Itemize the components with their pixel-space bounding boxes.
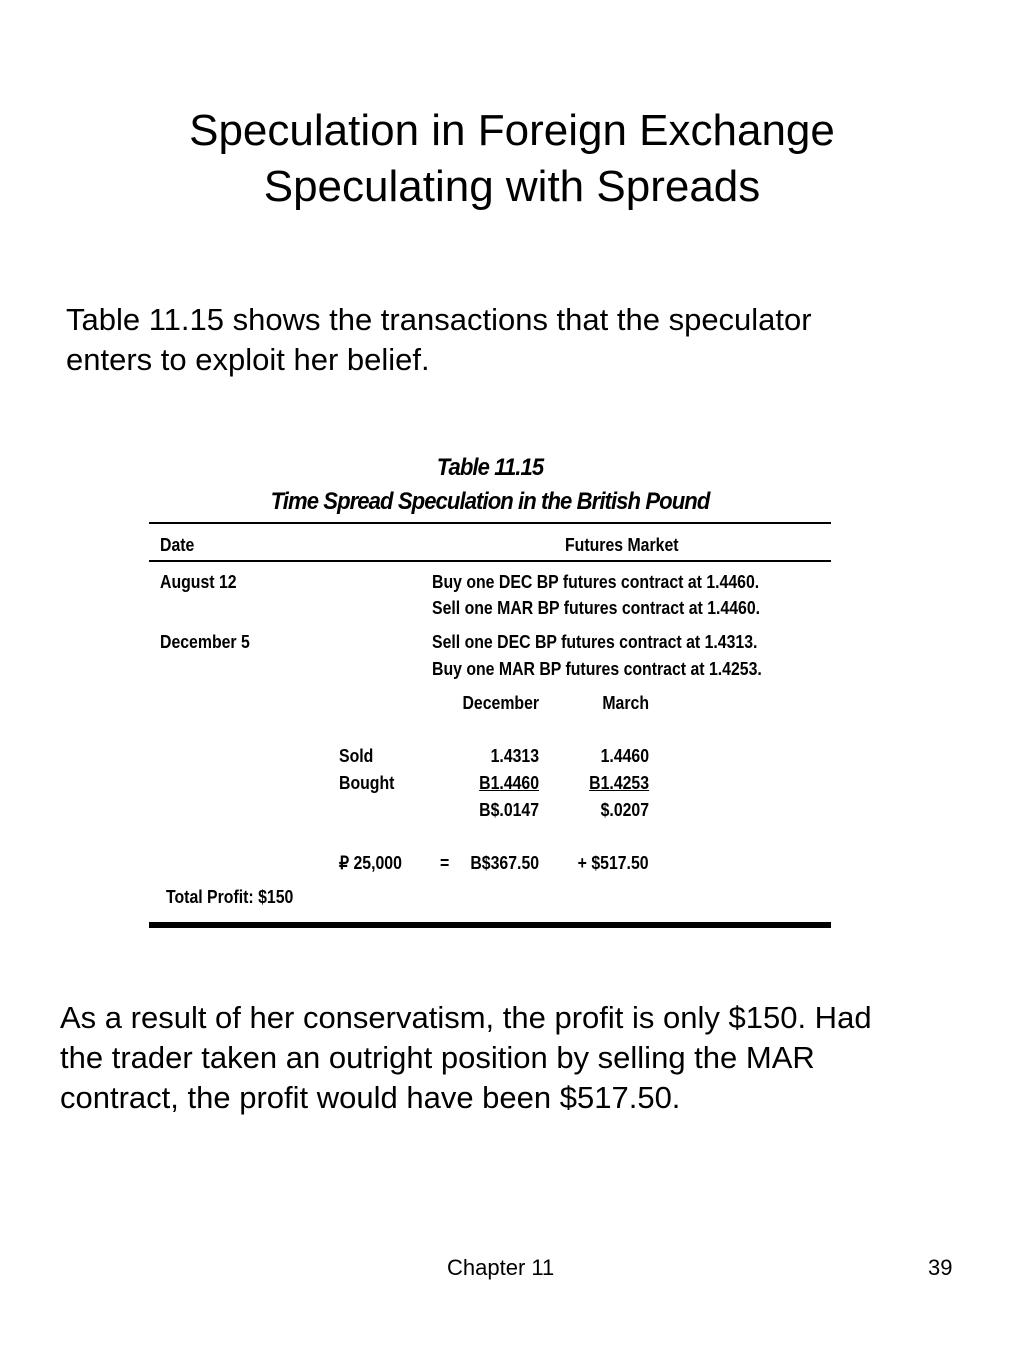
calc-col-march: March [602,693,649,713]
total-profit: Total Profit: $150 [166,887,294,907]
calc-result-december: B$367.50 [470,853,539,873]
row-transaction-line-2: Sell one MAR BP futures contract at 1.4460. [432,598,761,618]
calc-diff-march: $.0207 [600,800,649,820]
footer-chapter: Chapter 11 [447,1255,555,1280]
calc-bought-march: B1.4253 [589,773,649,793]
table-caption-title: Time Spread Speculation in the British Pound [270,488,710,515]
calc-equals: = [440,853,450,873]
calc-col-december: December [462,693,539,713]
table-top-rule [149,522,831,524]
row-transaction-line-2: Buy one MAR BP futures contract at 1.4253. [432,659,762,679]
row-date: August 12 [160,572,237,592]
table-header-rule [149,560,831,562]
header-futures-market: Futures Market [565,535,679,555]
intro-text-line-2: enters to exploit her belief. [66,342,430,377]
intro-text-line-1: Table 11.15 shows the transactions that the speculator [66,302,812,337]
calc-result-march: + $517.50 [578,853,649,873]
calc-diff-december: B$.0147 [479,800,539,820]
slide-title-line-1: Speculation in Foreign Exchange [189,106,835,155]
table-bottom-rule [149,922,831,928]
conclusion-text-line-2: the trader taken an outright position by selling the MAR [60,1040,815,1075]
conclusion-text-line-1: As a result of her conservatism, the profit is only $150. Had [60,1000,872,1035]
calc-sold-label: Sold [339,746,374,766]
table-caption-number: Table 11.15 [436,454,544,481]
conclusion-text-line-3: contract, the profit would have been $517.50. [60,1080,681,1115]
footer-page-number: 39 [928,1255,953,1280]
row-transaction-line-1: Sell one DEC BP futures contract at 1.4313. [432,632,758,652]
row-date: December 5 [160,632,250,652]
slide-title-line-2: Speculating with Spreads [263,162,761,211]
calc-bought-label: Bought [339,773,395,793]
row-transaction-line-1: Buy one DEC BP futures contract at 1.4460. [432,572,760,592]
calc-sold-december: 1.4313 [490,746,539,766]
calc-multiplier: ₽ 25,000 [339,853,402,873]
calc-bought-december: B1.4460 [479,773,539,793]
header-date: Date [160,535,195,555]
calc-sold-march: 1.4460 [600,746,649,766]
